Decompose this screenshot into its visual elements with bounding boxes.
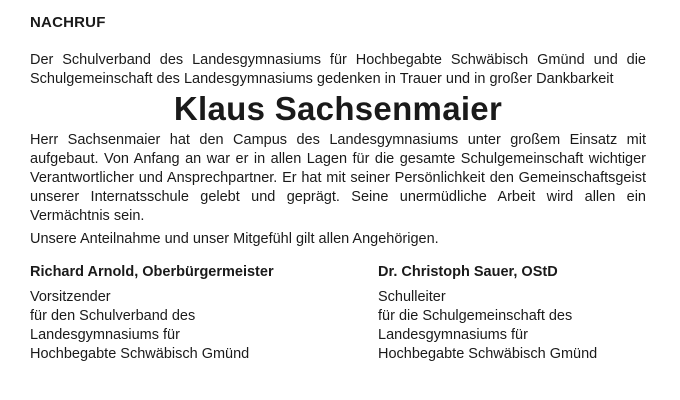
signatures: [30, 263, 646, 364]
signatory-org-line: Landesgymnasiums für: [378, 327, 528, 343]
signatory-left: [30, 263, 378, 364]
intro-text: Der Schulverband des Landesgymnasiums für Hochbegabte Schwäbisch Gmünd und die Schulgemeinschaft des Landesgymnasiums gedenken in Trauer und in großer Dankbarkeit: [30, 52, 646, 87]
closing-text: Unsere Anteilnahme und unser Mitgefühl gilt allen Angehörigen.: [30, 231, 439, 247]
signatory-name: Dr. Christoph Sauer, OStD: [378, 264, 558, 280]
signatory-org-line: Hochbegabte Schwäbisch Gmünd: [30, 346, 250, 362]
notice-heading: NACHRUF: [30, 14, 106, 31]
signatory-right: [378, 263, 597, 364]
deceased-name: Klaus Sachsenmaier: [173, 90, 503, 127]
signatory-role: Vorsitzender: [30, 289, 111, 305]
signatory-org-line: Landesgymnasiums für: [30, 327, 180, 343]
signatory-org-line: für die Schulgemeinschaft des: [378, 308, 573, 324]
body-text: Herr Sachsenmaier hat den Campus des Landesgymnasiums unter großem Einsatz mit aufgebaut. Von Anfang an war er in allen Lagen für die gesamte Schulgemeinschaft wichtiger Verantwortlicher und Ansprechpartner. Er hat mit seiner Persönlichkeit den Gemeinschaftsgeist unserer Internatsschule gelebt und geprägt. Seine unermüdliche Arbeit wird allen ein Vermächtnis sein.: [30, 132, 646, 224]
signatory-name: Richard Arnold, Oberbürgermeister: [30, 264, 274, 280]
signatory-role: Schulleiter: [378, 289, 446, 305]
signatory-org-line: Hochbegabte Schwäbisch Gmünd: [378, 346, 598, 362]
signatory-org-line: für den Schulverband des: [30, 308, 196, 324]
